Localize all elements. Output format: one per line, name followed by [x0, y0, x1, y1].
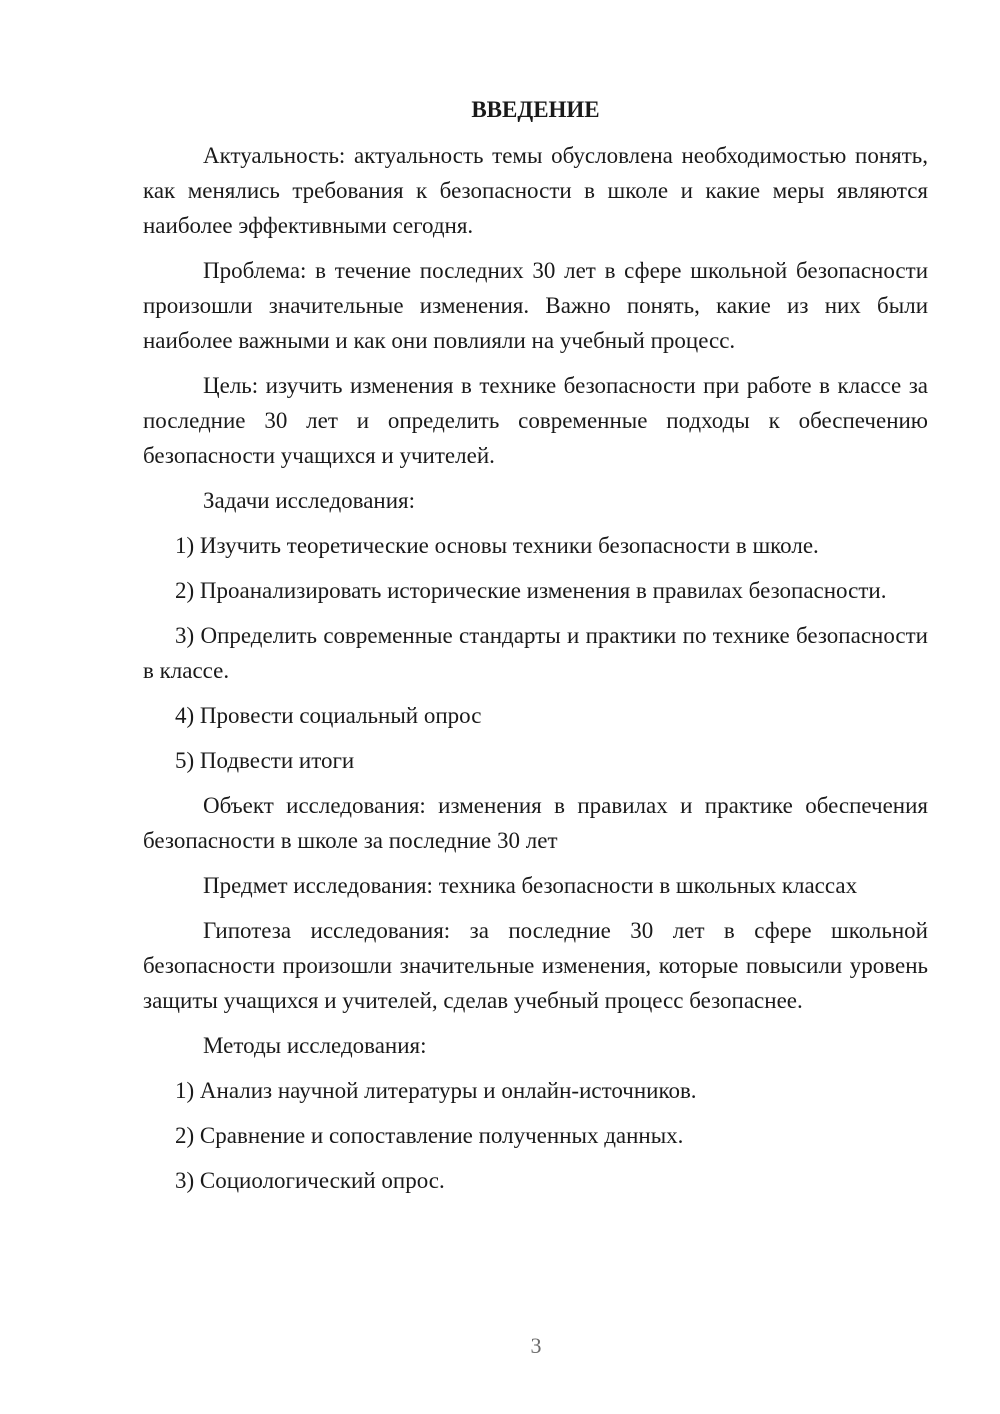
task-item: 1) Изучить теоретические основы техники безопасности в школе. — [175, 533, 819, 558]
task-item: 3) Определить современные стандарты и практики по технике безопасности в классе. — [143, 623, 928, 683]
method-item: 3) Социологический опрос. — [175, 1168, 445, 1193]
hypothesis-paragraph: Гипотеза исследования: за последние 30 лет в сфере школьной безопасности произошли значительные изменения, которые повысили уровень защиты учащихся и учителей, сделав учебный процесс безопаснее. — [143, 918, 928, 1013]
section-title: ВВЕДЕНИЕ — [471, 97, 600, 122]
task-item: 5) Подвести итоги — [175, 748, 355, 773]
goal-paragraph: Цель: изучить изменения в технике безопасности при работе в классе за последние 30 лет и определить современные подходы к обеспечению безопасности учащихся и учителей. — [143, 373, 928, 468]
page-number: 3 — [530, 1333, 542, 1358]
task-item: 4) Провести социальный опрос — [175, 703, 482, 728]
task-item: 2) Проанализировать исторические изменения в правилах безопасности. — [175, 578, 887, 603]
method-item: 1) Анализ научной литературы и онлайн-источников. — [175, 1078, 697, 1103]
relevance-paragraph: Актуальность: актуальность темы обусловлена необходимостью понять, как менялись требования к безопасности в школе и какие меры являются наиболее эффективными сегодня. — [143, 143, 928, 238]
object-paragraph: Объект исследования: изменения в правилах и практике обеспечения безопасности в школе за последние 30 лет — [143, 793, 928, 853]
method-item: 2) Сравнение и сопоставление полученных данных. — [175, 1123, 684, 1148]
tasks-heading: Задачи исследования: — [203, 488, 416, 513]
subject-paragraph: Предмет исследования: техника безопасности в школьных классах — [203, 873, 858, 898]
problem-paragraph: Проблема: в течение последних 30 лет в сфере школьной безопасности произошли значительные изменения. Важно понять, какие из них были наиболее важными и как они повлияли на учебный процесс. — [143, 258, 928, 353]
methods-heading: Методы исследования: — [203, 1033, 427, 1058]
page-content — [143, 92, 928, 1208]
